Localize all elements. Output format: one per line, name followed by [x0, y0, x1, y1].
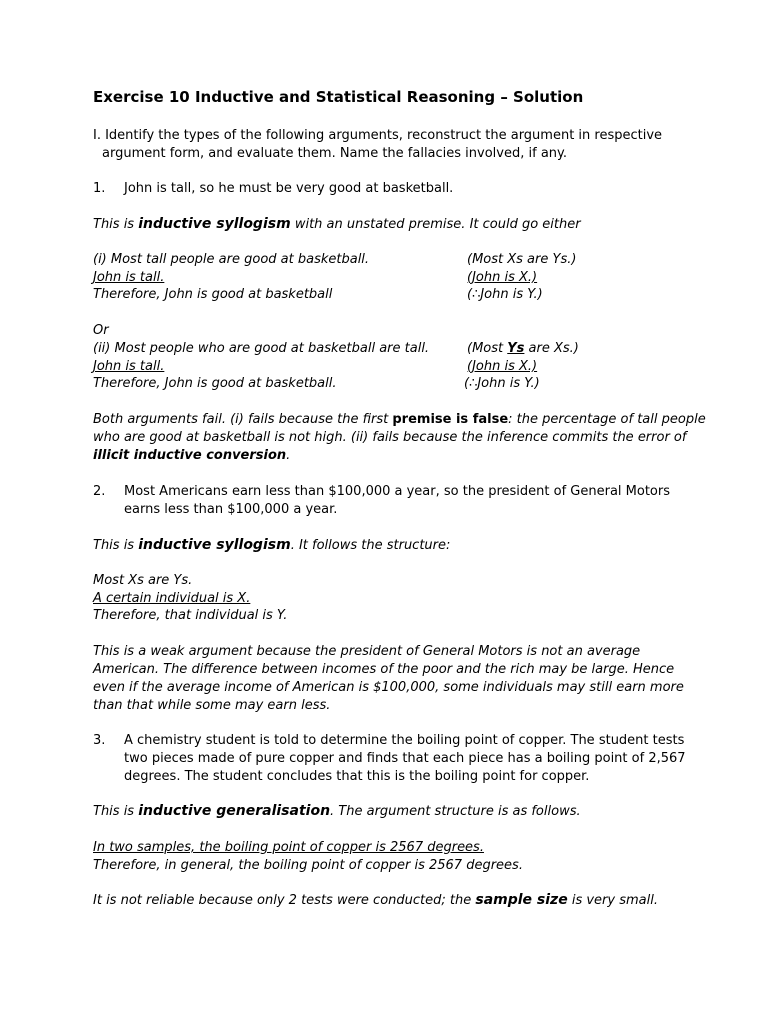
q3-line-1: A chemistry student is told to determine the boiling point of copper. The student tests — [124, 733, 685, 748]
q2-eval-line-2: American. The difference between incomes of the poor and the rich may be large. Hence — [93, 662, 675, 677]
q1-eval-line-1 — [93, 411, 706, 428]
q3-answer-term: inductive generalisation — [138, 803, 331, 819]
document-title: Exercise 10 Inductive and Statistical Reasoning – Solution — [93, 88, 584, 106]
q3-eval-post: is very small. — [567, 893, 658, 908]
q1-i-premise-2-form: (John is X.) — [467, 270, 538, 285]
q2-answer — [93, 537, 450, 554]
q3-eval-sample-size: sample size — [475, 892, 568, 908]
q1-ii-conclusion-form: (∴John is Y.) — [464, 376, 540, 391]
q1-answer-post: with an unstated premise. It could go either — [290, 217, 581, 232]
q3-answer-pre: This is — [93, 804, 139, 819]
q2-answer-pre: This is — [93, 538, 139, 553]
q1-ii-premise-2: John is tall. — [93, 359, 165, 374]
q2-structure-3: Therefore, that individual is Y. — [93, 608, 288, 623]
q1-i-premise-2: John is tall. — [93, 270, 165, 285]
q1-ii-form-ys: Ys — [507, 341, 525, 356]
q1-eval-1c: : the percentage of tall people — [508, 412, 706, 427]
q3-answer-post: . The argument structure is as follows. — [330, 804, 581, 819]
q1-i-conclusion-form: (∴John is Y.) — [467, 287, 543, 302]
q1-eval-fallacy: illicit inductive conversion — [93, 448, 287, 463]
q1-text: John is tall, so he must be very good at basketball. — [124, 181, 454, 196]
q1-ii-premise-2-form: (John is X.) — [467, 359, 538, 374]
q1-answer-term: inductive syllogism — [138, 216, 291, 232]
q3-eval — [93, 892, 658, 909]
q1-number: 1. — [93, 181, 106, 196]
q1-eval-3c: . — [286, 448, 291, 463]
q1-answer — [93, 216, 581, 233]
q2-line-1: Most Americans earn less than $100,000 a year, so the president of General Motors — [124, 484, 670, 499]
q3-eval-pre: It is not reliable because only 2 tests were conducted; the — [93, 893, 476, 908]
q1-i-conclusion: Therefore, John is good at basketball — [93, 287, 333, 302]
q2-eval-line-3: even if the average income of American is $100,000, some individuals may still earn more — [93, 680, 684, 695]
q2-number: 2. — [93, 484, 106, 499]
q2-eval-line-1: This is a weak argument because the president of General Motors is not an average — [93, 644, 641, 659]
q1-i-premise-1-form: (Most Xs are Ys.) — [467, 252, 577, 267]
q1-eval-premise-false: premise is false — [392, 412, 509, 427]
q3-answer — [93, 803, 581, 820]
q1-ii-form-a: (Most — [467, 341, 508, 356]
q1-ii-conclusion: Therefore, John is good at basketball. — [93, 376, 337, 391]
q1-eval-line-3 — [93, 447, 290, 464]
q3-line-2: two pieces made of pure copper and finds that each piece has a boiling point of 2,567 — [124, 751, 686, 766]
q2-answer-term: inductive syllogism — [138, 537, 291, 553]
q1-answer-pre: This is — [93, 217, 139, 232]
q1-eval-line-2: who are good at basketball is not high. (ii) fails because the inference commits the error of — [93, 430, 687, 445]
intro-line-2: argument form, and evaluate them. Name the fallacies involved, if any. — [102, 146, 567, 161]
q3-line-3: degrees. The student concludes that this is the boiling point for copper. — [124, 769, 590, 784]
q3-structure-2: Therefore, in general, the boiling point of copper is 2567 degrees. — [93, 858, 523, 873]
q1-i-premise-1: (i) Most tall people are good at basketball. — [93, 252, 370, 267]
q1-ii-form-c: are Xs.) — [524, 341, 579, 356]
q2-structure-2: A certain individual is X. — [93, 591, 251, 606]
q1-ii-premise-1-form — [467, 340, 579, 357]
q1-or: Or — [93, 323, 109, 338]
q2-eval-line-4: than that while some may earn less. — [93, 698, 331, 713]
q3-structure-1: In two samples, the boiling point of copper is 2567 degrees. — [93, 840, 484, 855]
q2-line-2: earns less than $100,000 a year. — [124, 502, 338, 517]
q2-answer-post: . It follows the structure: — [290, 538, 451, 553]
intro-line-1: I. Identify the types of the following arguments, reconstruct the argument in respective — [93, 128, 663, 143]
q1-eval-1a: Both arguments fail. (i) fails because the first — [93, 412, 393, 427]
q3-number: 3. — [93, 733, 106, 748]
q1-ii-premise-1: (ii) Most people who are good at basketball are tall. — [93, 341, 430, 356]
q2-structure-1: Most Xs are Ys. — [93, 573, 193, 588]
